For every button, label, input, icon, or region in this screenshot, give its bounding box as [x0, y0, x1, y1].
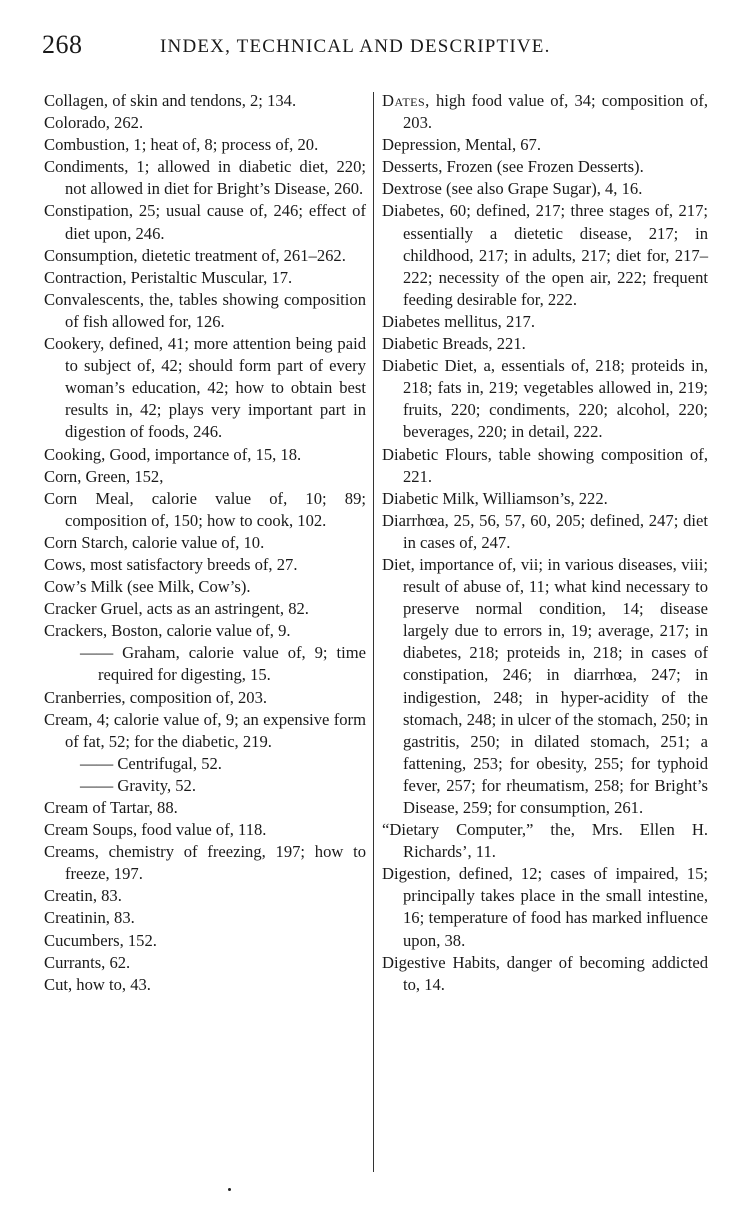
- index-subentry: —— Centrifugal, 52.: [80, 753, 222, 773]
- index-entry: Colorado, 262.: [44, 113, 144, 133]
- entry-lead-word: Dates,: [382, 91, 430, 110]
- index-column-right: [382, 90, 708, 996]
- page-header: [42, 30, 710, 64]
- entry-text: high food value of, 34; composition of, 203.: [403, 91, 708, 133]
- index-entry: Diabetic Diet, a, essentials of, 218; proteids in, 218; fats in, 219; vegetables allowed in, 219; fruits, 220; condiments, 220; alcohol, 220; beverages, 220; in detail, 222.: [382, 356, 708, 442]
- index-entry: Cream, 4; calorie value of, 9; an expensive form of fat, 52; for the diabetic, 219.: [44, 709, 366, 751]
- index-entry: Cow’s Milk (see Milk, Cow’s).: [44, 577, 251, 597]
- index-entry: Cut, how to, 43.: [44, 974, 151, 994]
- index-entry: Convalescents, the, tables showing composition of fish allowed for, 126.: [44, 289, 366, 331]
- index-entry: Cows, most satisfactory breeds of, 27.: [44, 554, 298, 574]
- index-entry: Currants, 62.: [44, 952, 131, 972]
- index-entry: Corn Starch, calorie value of, 10.: [44, 532, 265, 552]
- index-entry: Cream of Tartar, 88.: [44, 798, 178, 817]
- index-entry: Cooking, Good, importance of, 15, 18.: [44, 444, 302, 464]
- index-subentry: —— Graham, calorie value of, 9; time required for digesting, 15.: [80, 643, 366, 685]
- index-entry: Diabetes, 60; defined, 217; three stages of, 217; essentially a dietetic disease, 217; in childhood, 217; in adults, 217; diet for, 217–222; necessity of the open air, 222; frequent feeding desirable for, 222.: [382, 201, 708, 309]
- print-speck: [228, 1188, 231, 1191]
- index-entry: Desserts, Frozen (see Frozen Desserts).: [382, 157, 644, 177]
- index-entry: Diabetic Milk, Williamson’s, 222.: [382, 488, 608, 508]
- index-entry: Cucumbers, 152.: [44, 930, 157, 950]
- index-entry: Combustion, 1; heat of, 8; process of, 20.: [44, 135, 319, 155]
- index-entry: Creams, chemistry of freezing, 197; how to freeze, 197.: [44, 842, 366, 884]
- index-entry: Digestion, defined, 12; cases of impaired, 15; principally takes place in the small intestine, 16; temperature of food has marked influence upon, 38.: [382, 864, 708, 950]
- index-entry: [382, 90, 708, 134]
- running-head: INDEX, TECHNICAL AND DESCRIPTIVE.: [160, 36, 551, 57]
- index-entry: Cookery, defined, 41; more attention being paid to subject of, 42; should form part of every woman’s education, 42; how to obtain best results in, 42; plays very important part in digestion of foods, 246.: [44, 334, 366, 442]
- index-entry: Depression, Mental, 67.: [382, 135, 541, 155]
- page-number: 268: [42, 30, 83, 59]
- index-entry: Dextrose (see also Grape Sugar), 4, 16.: [382, 179, 643, 199]
- index-entry: Digestive Habits, danger of becoming addicted to, 14.: [382, 952, 708, 994]
- index-entry: Cranberries, composition of, 203.: [44, 687, 268, 707]
- index-entry: Cracker Gruel, acts as an astringent, 82.: [44, 599, 309, 619]
- index-entry: Creatin, 83.: [44, 886, 122, 906]
- index-entry: Constipation, 25; usual cause of, 246; effect of diet upon, 246.: [44, 201, 366, 243]
- column-divider: [373, 92, 374, 1172]
- index-entry: Corn, Green, 152,: [44, 466, 164, 486]
- index-entry: Diabetes mellitus, 217.: [382, 311, 536, 331]
- index-entry: “Dietary Computer,” the, Mrs. Ellen H. Richards’, 11.: [382, 820, 708, 862]
- index-entry: Consumption, dietetic treatment of, 261–262.: [44, 245, 346, 265]
- index-entry: Contraction, Peristaltic Muscular, 17.: [44, 267, 293, 287]
- index-entry: Diabetic Flours, table showing composition of, 221.: [382, 444, 708, 486]
- index-column-left: [44, 90, 366, 996]
- index-entry: Condiments, 1; allowed in diabetic diet, 220; not allowed in diet for Bright’s Disease, 260.: [44, 157, 366, 199]
- index-entry: Diabetic Breads, 221.: [382, 334, 526, 354]
- index-entry: Collagen, of skin and tendons, 2; 134.: [44, 91, 297, 110]
- index-entry: Cream Soups, food value of, 118.: [44, 820, 267, 840]
- index-entry: Diarrhœa, 25, 56, 57, 60, 205; defined, 247; diet in cases of, 247.: [382, 510, 708, 552]
- index-entry: Corn Meal, calorie value of, 10; 89; composition of, 150; how to cook, 102.: [44, 488, 366, 530]
- index-entry: Creatinin, 83.: [44, 908, 135, 928]
- index-entry: Diet, importance of, vii; in various diseases, viii; result of abuse of, 11; what kind necessary to preserve normal condition, 14; disease largely due to errors in, 19; average, 217; in diabetes, 218; proteids in, 218; in cases of constipation, 246; in diarrhœa, 247; in indigestion, 248; in hyper-acidity of the stomach, 248; in ulcer of the stomach, 250; in gastritis, 250; in dilated stomach, 251; a fattening, 253; for obesity, 255; for typhoid fever, 257; for rheumatism, 258; for Bright’s Disease, 259; for consumption, 261.: [382, 554, 708, 817]
- index-entry: Crackers, Boston, calorie value of, 9.: [44, 621, 291, 641]
- index-subentry: —— Gravity, 52.: [80, 775, 196, 795]
